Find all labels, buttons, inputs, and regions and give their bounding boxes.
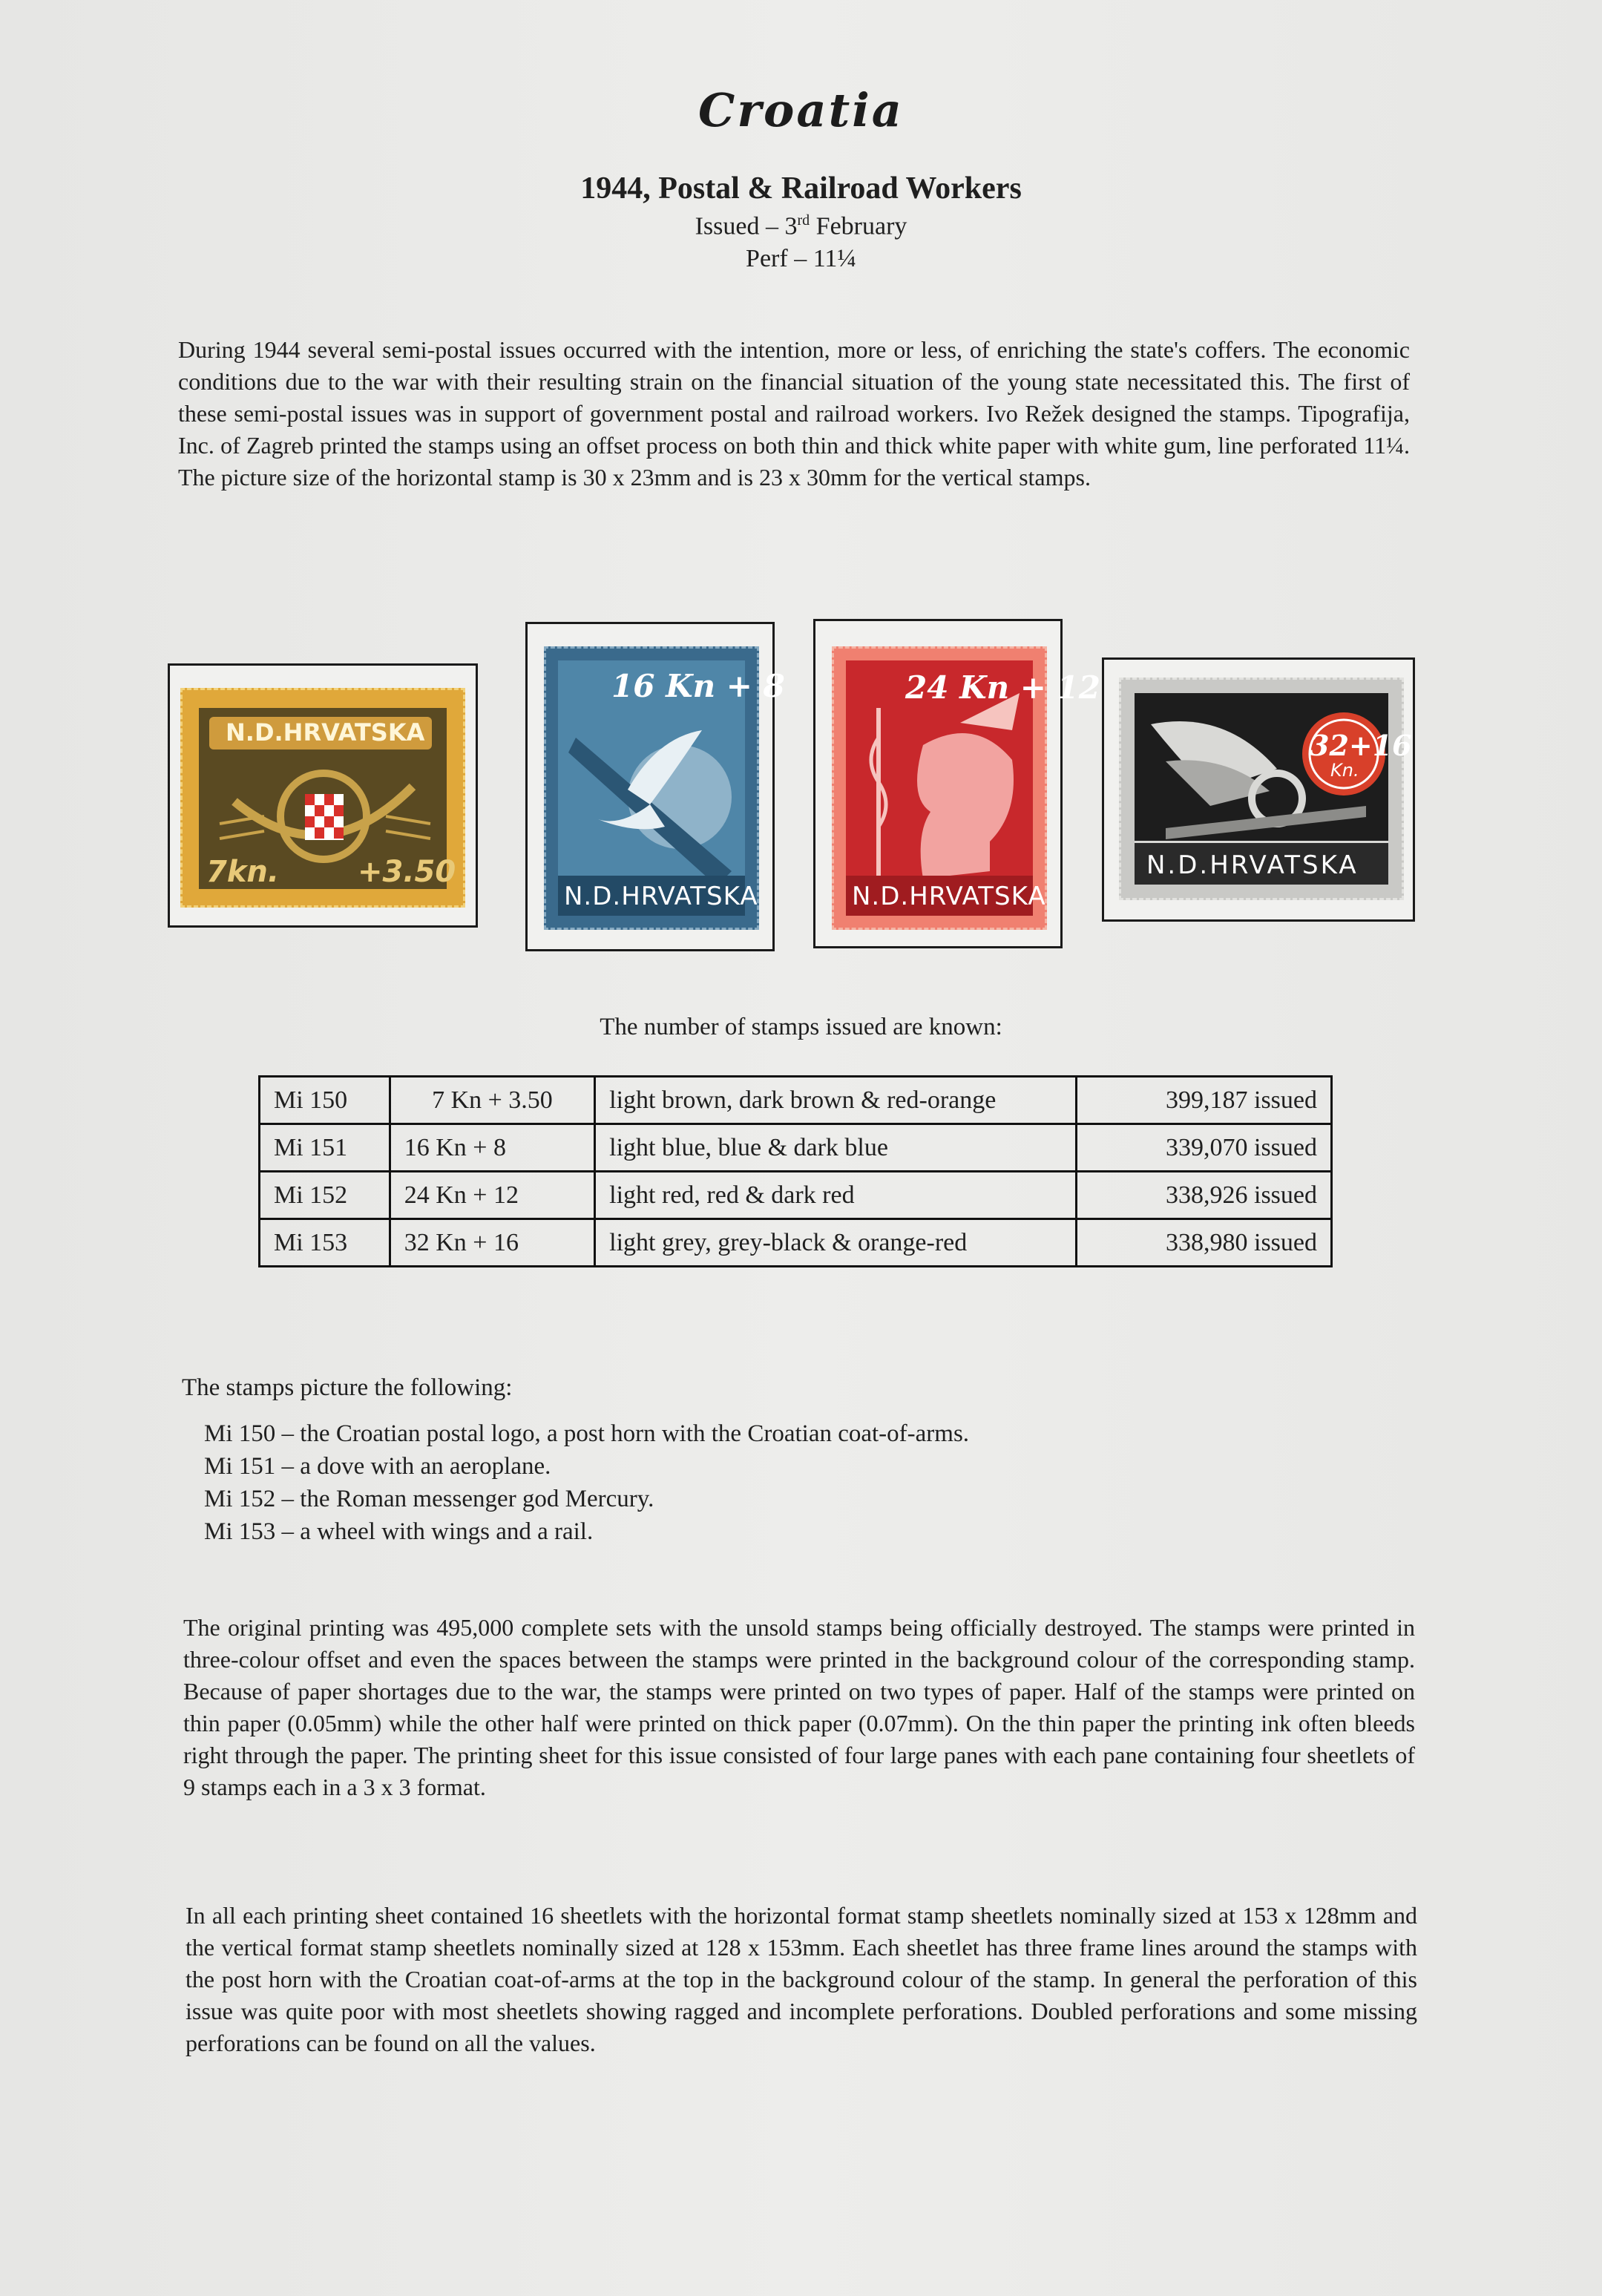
stamp-mi152 <box>832 646 1100 930</box>
perforation: Perf – 11¼ <box>746 245 856 272</box>
table-cell-quantity: 339,070 issued <box>1076 1124 1331 1172</box>
issue-date-ordinal: rd <box>797 212 810 229</box>
stamp-mount-mi152 <box>813 619 1100 948</box>
stamp-mi153-unit: Kn. <box>1330 760 1359 781</box>
table-cell-mi: Mi 150 <box>260 1077 390 1124</box>
table-caption: The number of stamps issued are known: <box>600 1014 1002 1040</box>
stamp-mi151-value: 16 Kn + 8 <box>611 668 785 704</box>
issues-table <box>258 1075 1333 1267</box>
table-cell-colors: light red, red & dark red <box>595 1172 1076 1219</box>
table-cell-mi: Mi 151 <box>260 1124 390 1172</box>
stamp-mi152-value: 24 Kn + 12 <box>905 669 1100 706</box>
page-title: 1944, Postal & Railroad Workers <box>580 171 1022 206</box>
stamp-mi150-country: N.D.HRVATSKA <box>226 718 425 747</box>
table-cell-quantity: 338,980 issued <box>1076 1219 1331 1267</box>
list-item: Mi 153 – a wheel with wings and a rail. <box>204 1518 594 1545</box>
pictures-heading: The stamps picture the following: <box>182 1374 513 1401</box>
list-item: Mi 152 – the Roman messenger god Mercury. <box>204 1486 654 1512</box>
stamp-mi151-country: N.D.HRVATSKA <box>564 882 758 911</box>
table-row <box>260 1077 1332 1124</box>
table-cell-colors: light grey, grey-black & orange-red <box>595 1219 1076 1267</box>
table-cell-value: 32 Kn + 16 <box>390 1219 594 1267</box>
table-cell-colors: light blue, blue & dark blue <box>595 1124 1076 1172</box>
stamp-mi153 <box>1119 678 1412 900</box>
stamp-mi152-country: N.D.HRVATSKA <box>852 882 1046 911</box>
table-cell-colors: light brown, dark brown & red-orange <box>595 1077 1076 1124</box>
stamp-mount-mi153 <box>1102 657 1415 922</box>
table-cell-mi: Mi 152 <box>260 1172 390 1219</box>
table-cell-quantity: 399,187 issued <box>1076 1077 1331 1124</box>
stamp-mount-mi150 <box>168 663 478 928</box>
stamp-mi150-value-left: 7kn. <box>206 855 280 889</box>
country-heading: Croatia <box>698 83 904 137</box>
stamp-mi151 <box>544 646 785 930</box>
intro-paragraph: During 1944 several semi-postal issues occurred with the intention, more or less, of enriching the state's coffers. The economic conditions due to the war with their resulting strain on the financial situation of the young state necessitated this. The first of these semi-postal issues was in support of government postal and railroad workers. Ivo Režek designed the stamps. Tipografija, Inc. of Zagreb printed the stamps using an offset process on both thin and thick white paper with white gum, line perforated 11¼. The picture size of the horizontal stamp is 30 x 23mm and is 23 x 30mm for the vertical stamps. <box>178 336 1410 491</box>
table-cell-value: 7 Kn + 3.50 <box>390 1077 594 1124</box>
issue-date-prefix: Issued – 3 <box>695 212 798 240</box>
table-row <box>260 1172 1332 1219</box>
list-item: Mi 151 – a dove with an aeroplane. <box>204 1453 551 1480</box>
sheetlets-paragraph: In all each printing sheet contained 16 sheetlets with the horizontal format stamp sheetlets nominally sized at 153 x 128mm and the vertical format stamp sheetlets nominally sized at 128 x 153mm. Each sheetlet has three frame lines around the stamps with the post horn with the Croatian coat-of-arms at the top in the background colour of the stamp. In general the perforation of this issue was quite poor with most sheetlets showing ragged and incomplete perforations. Doubled perforations and some missing perforations can be found on all the values. <box>186 1902 1417 2056</box>
stamp-mount-mi151 <box>525 622 785 951</box>
stamp-mi150 <box>180 688 465 908</box>
issue-date <box>0 212 1602 240</box>
table-cell-quantity: 338,926 issued <box>1076 1172 1331 1219</box>
printing-paragraph: The original printing was 495,000 complete sets with the unsold stamps being officially destroyed. The stamps were printed in three-colour offset and even the spaces between the stamps were printed in the background colour of the corresponding stamp. Because of paper shortages due to the war, the stamps were printed on two types of paper. Half of the stamps were printed on thin paper (0.05mm) while the other half were printed on thick paper (0.07mm). On the thin paper the printing ink often bleeds right through the paper. The printing sheet for this issue consisted of four large panes with each pane containing four sheetlets of 9 stamps each in a 3 x 3 format. <box>183 1614 1415 1800</box>
table-row <box>260 1124 1332 1172</box>
table-cell-value: 24 Kn + 12 <box>390 1172 594 1219</box>
table-cell-value: 16 Kn + 8 <box>390 1124 594 1172</box>
table-cell-mi: Mi 153 <box>260 1219 390 1267</box>
stamp-mi153-value: 32+16 <box>1310 729 1412 762</box>
issue-date-month: February <box>810 212 907 240</box>
stamp-mi150-value-right: +3.50 <box>358 855 456 889</box>
list-item: Mi 150 – the Croatian postal logo, a post horn with the Croatian coat-of-arms. <box>204 1420 970 1447</box>
stamp-mi153-country: N.D.HRVATSKA <box>1146 850 1359 880</box>
table-row <box>260 1219 1332 1267</box>
